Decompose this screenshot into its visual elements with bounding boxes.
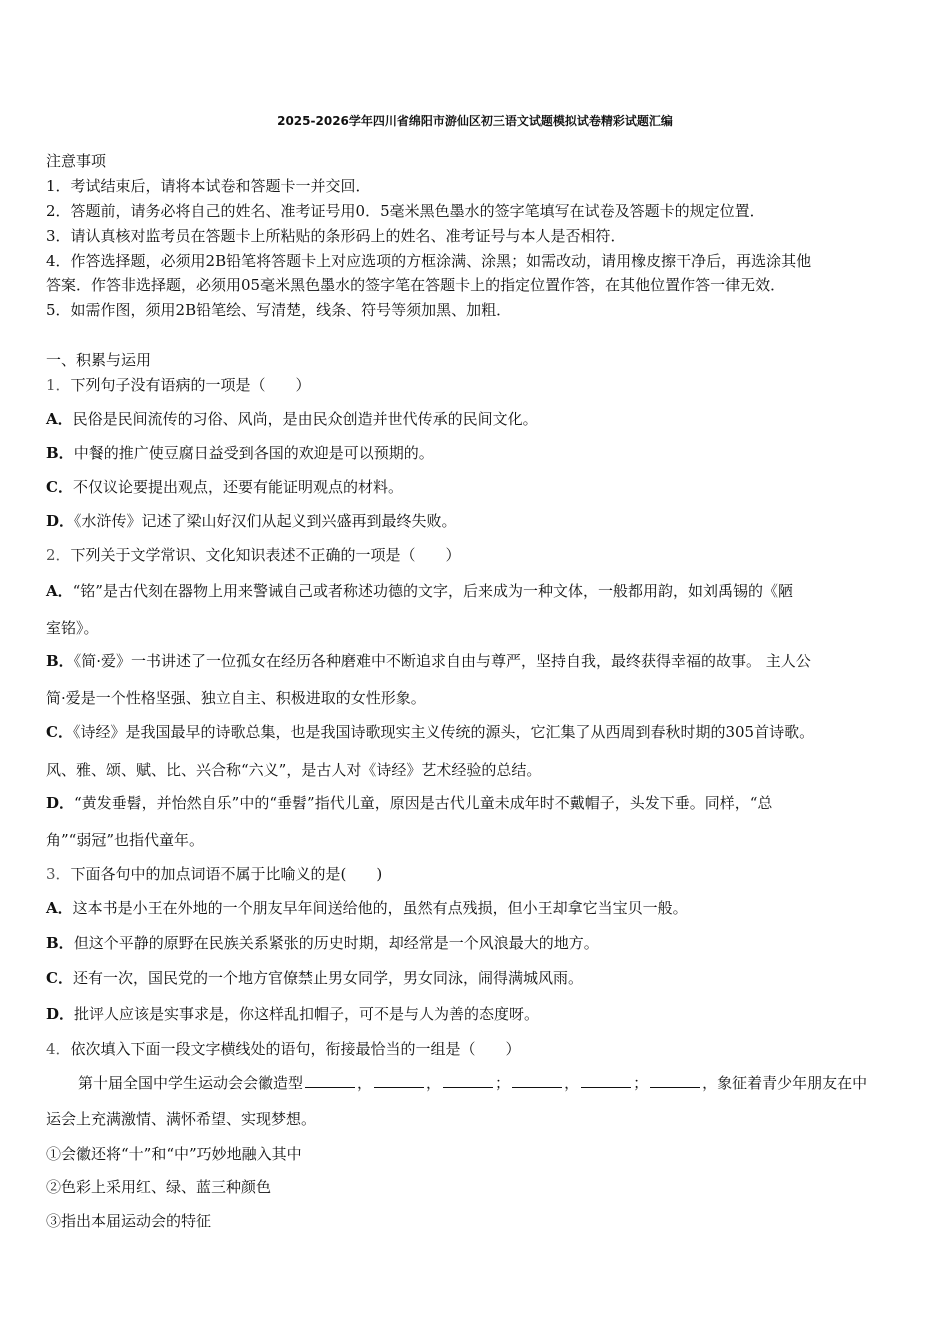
question-number: 1． <box>46 376 71 394</box>
q3-option-b <box>46 933 599 953</box>
q1-option-d <box>46 511 457 531</box>
notice-item-1: 1．考试结束后，请将本试卷和答题卡一并交回． <box>46 177 371 195</box>
fill-blank-3 <box>443 1073 493 1088</box>
option-label: C． <box>46 723 73 741</box>
question-stem: 下列句子没有语病的一项是（ ） <box>70 376 311 394</box>
option-text: “铭”是古代刻在器物上用来警诫自己或者称述功德的文字，后来成为一种文体，一般都用韵，如刘禹锡的《陋 <box>72 582 793 600</box>
question-number: 2． <box>46 546 71 564</box>
option-text: 《诗经》是我国最早的诗歌总集，也是我国诗歌现实主义传统的源头，它汇集了从西周到春秋时期的305首诗歌。 <box>72 723 815 741</box>
option-label: C． <box>46 478 73 496</box>
q4-item-3: ③指出本届运动会的特征 <box>46 1212 212 1230</box>
q1-option-b <box>46 443 434 463</box>
q3-option-d <box>46 1004 539 1024</box>
question-stem: 依次填入下面一段文字横线处的语句，衔接最恰当的一组是（ ） <box>70 1040 521 1058</box>
question-stem: 下面各句中的加点词语不属于比喻义的是( ) <box>70 865 383 883</box>
option-text: 这本书是小王在外地的一个朋友早年间送给他的，虽然有点残损，但小王却拿它当宝贝一般。 <box>72 899 688 917</box>
option-label: D． <box>46 512 75 530</box>
option-text: 不仅议论要提出观点，还要有能证明观点的材料。 <box>72 478 403 496</box>
page-title: 2025-2026学年四川省绵阳市游仙区初三语文试题模拟试卷精彩试题汇编 <box>277 114 673 128</box>
q2-option-a-cont: 室铭》。 <box>46 619 99 637</box>
q3-option-c <box>46 968 583 988</box>
option-label: B． <box>46 444 74 462</box>
section-heading: 一、积累与运用 <box>46 351 152 369</box>
option-label: B． <box>46 934 74 952</box>
question-2 <box>46 545 461 565</box>
separator: ， <box>426 1074 442 1092</box>
option-text: 还有一次，国民党的一个地方官僚禁止男女同学，男女同泳，闹得满城风雨。 <box>72 969 583 987</box>
notice-item-4-cont: 答案．作答非选择题，必须用05毫米黑色墨水的签字笔在答题卡上的指定位置作答，在其他位置作答一律无效． <box>46 276 786 294</box>
separator: ， <box>702 1074 718 1092</box>
fill-blank-5 <box>581 1073 631 1088</box>
q4-passage-cont: 运会上充满激情、满怀希望、实现梦想。 <box>46 1110 317 1128</box>
q3-option-a <box>46 898 688 918</box>
notice-item-4: 4．作答选择题，必须用2B铅笔将答题卡上对应选项的方框涂满、涂黑；如需改动，请用橡皮擦干净后，再选涂其他 <box>46 252 812 270</box>
option-label: D． <box>46 1005 75 1023</box>
q4-item-2: ②色彩上采用红、绿、蓝三种颜色 <box>46 1178 272 1196</box>
option-text: 《简·爱》一书讲述了一位孤女在经历各种磨难中不断追求自由与尊严，坚持自我，最终获得幸福的故事。 主人公 <box>73 652 811 670</box>
separator: ， <box>564 1074 580 1092</box>
option-text: 《水浒传》记述了梁山好汉们从起义到兴盛再到最终失败。 <box>74 512 457 530</box>
q2-option-c <box>46 722 814 742</box>
notice-item-2: 2．答题前，请务必将自己的姓名、准考证号用0．5毫米黑色墨水的签字笔填写在试卷及答题卡的规定位置． <box>46 202 765 220</box>
question-3 <box>46 864 382 884</box>
q4-passage <box>78 1073 867 1093</box>
question-stem: 下列关于文学常识、文化知识表述不正确的一项是（ ） <box>70 546 461 564</box>
passage-end: 象征着青少年朋友在中 <box>717 1074 868 1092</box>
fill-blank-2 <box>374 1073 424 1088</box>
question-number: 4． <box>46 1040 71 1058</box>
q1-option-c <box>46 477 403 497</box>
option-label: D． <box>46 794 75 812</box>
q2-option-b-cont: 简·爱是一个性格坚强、独立自主、积极进取的女性形象。 <box>46 689 426 707</box>
q2-option-c-cont: 风、雅、颂、赋、比、兴合称“六义”，是古人对《诗经》艺术经验的总结。 <box>46 761 542 779</box>
notice-heading: 注意事项 <box>46 152 107 170</box>
notice-item-3: 3．请认真核对监考员在答题卡上所粘贴的条形码上的姓名、准考证号与本人是否相符． <box>46 227 626 245</box>
separator: ； <box>633 1074 649 1092</box>
option-label: A． <box>46 410 73 428</box>
question-number: 3． <box>46 865 71 883</box>
fill-blank-4 <box>512 1073 562 1088</box>
option-label: A． <box>46 582 73 600</box>
option-label: B． <box>46 652 74 670</box>
q1-option-a <box>46 409 538 429</box>
option-text: “黄发垂髫，并怡然自乐”中的“垂髫”指代儿童，原因是古代儿童未成年时不戴帽子，头发下垂。同样，“总 <box>74 794 773 812</box>
notice-item-5: 5．如需作图，须用2B铅笔绘、写清楚，线条、符号等须加黑、加粗． <box>46 301 512 319</box>
question-1 <box>46 375 311 395</box>
option-text: 但这个平静的原野在民族关系紧张的历史时期，却经常是一个风浪最大的地方。 <box>73 934 599 952</box>
fill-blank-6 <box>650 1073 700 1088</box>
q2-option-d <box>46 793 772 813</box>
q4-item-1: ①会徽还将“十”和“中”巧妙地融入其中 <box>46 1145 302 1163</box>
q2-option-b <box>46 651 811 671</box>
separator: ， <box>357 1074 373 1092</box>
option-text: 民俗是民间流传的习俗、风尚，是由民众创造并世代传承的民间文化。 <box>72 410 538 428</box>
q2-option-a <box>46 581 793 601</box>
option-label: C． <box>46 969 73 987</box>
q2-option-d-cont: 角”“弱冠”也指代童年。 <box>46 831 205 849</box>
question-4 <box>46 1039 521 1059</box>
passage-start: 第十届全国中学生运动会会徽造型 <box>78 1074 304 1092</box>
option-text: 中餐的推广使豆腐日益受到各国的欢迎是可以预期的。 <box>73 444 434 462</box>
separator: ； <box>495 1074 511 1092</box>
fill-blank-1 <box>305 1073 355 1088</box>
option-text: 批评人应该是实事求是，你这样乱扣帽子，可不是与人为善的态度呀。 <box>74 1005 540 1023</box>
option-label: A． <box>46 899 73 917</box>
